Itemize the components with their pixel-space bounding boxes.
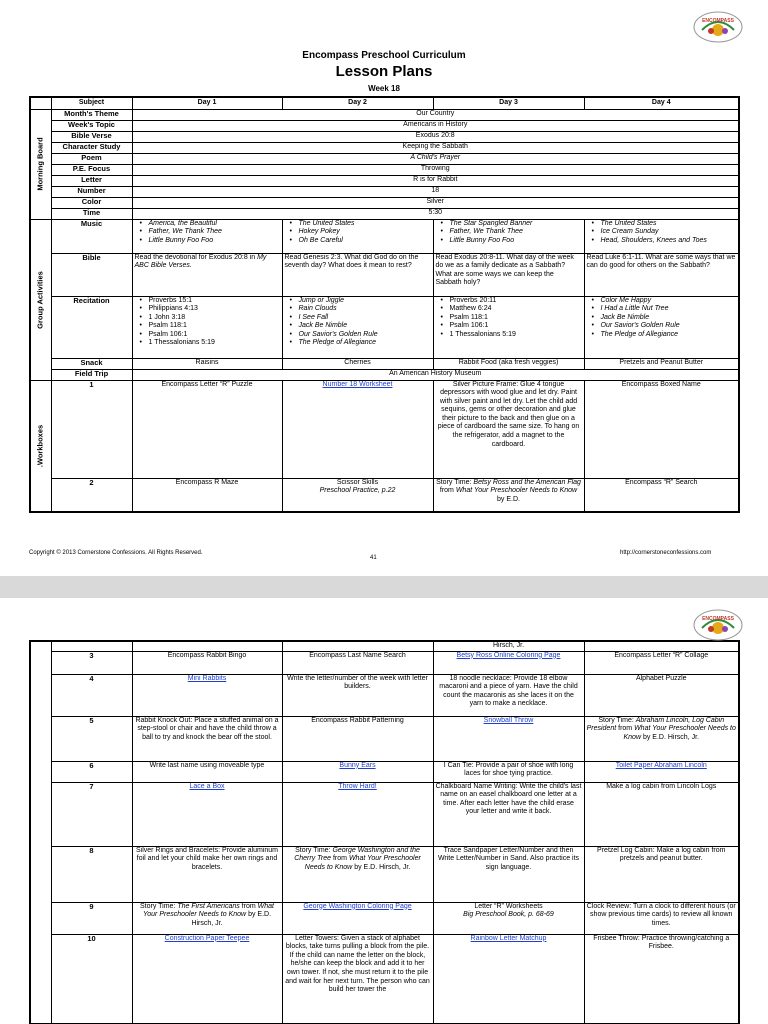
wb3-day-1: Encompass Rabbit Bingo (132, 651, 282, 674)
wb5-day-3 (433, 716, 584, 761)
recitation-day-4 (584, 296, 739, 358)
list-item: • Philippians 4:13 (135, 305, 280, 314)
label-letter: Letter (51, 175, 132, 186)
list-item: • Jack Be Nimble (587, 314, 737, 323)
value-poem: A Child's Prayer (132, 153, 739, 164)
label-music: Music (51, 219, 132, 253)
lesson-plan-table-continued (29, 640, 740, 1024)
label-topic: Week's Topic (51, 120, 132, 131)
section-group-activities: Group Activities (30, 219, 51, 380)
list-item: • Rain Clouds (285, 305, 431, 314)
row-continued (30, 641, 739, 651)
list-item: • Matthew 6:24 (436, 305, 582, 314)
snack-day-3: Rabbit Food (aka fresh veggies) (433, 358, 584, 369)
lace-a-box-link[interactable]: Lace a Box (189, 782, 225, 790)
continued-text: Hirsch, Jr. (433, 641, 584, 651)
row-workbox-8 (30, 846, 739, 902)
section-workboxes: .Workboxes (30, 380, 51, 512)
bunny-ears-link[interactable]: Bunny Ears (339, 761, 376, 769)
col-day-4: Day 4 (584, 97, 739, 109)
row-workbox-9 (30, 902, 739, 934)
label-poem: Poem (51, 153, 132, 164)
empty-cell (51, 641, 132, 651)
row-workbox-10 (30, 934, 739, 1024)
paper-teepee-link[interactable]: Construction Paper Teepee (164, 934, 250, 942)
toilet-paper-lincoln-link[interactable]: Toilet Paper Abraham Lincoln (615, 761, 707, 769)
week-label: Week 18 (368, 84, 400, 93)
workbox-number: 5 (51, 716, 132, 761)
page-title: Lesson Plans (335, 63, 433, 80)
wb10-day-1 (132, 934, 282, 1024)
lesson-plan-table (29, 96, 740, 513)
wb5-day-4: Story Time: Abraham Lincoln, Log Cabin President from What Your Preschooler Needs to Know by E.D. Hirsch, Jr. (584, 716, 739, 761)
list-item: • The Pledge of Allegiance (285, 339, 431, 348)
wb4-day-1 (132, 674, 282, 716)
list-item: • Psalm 106:1 (436, 322, 582, 331)
encompass-logo (692, 10, 744, 44)
betsy-ross-coloring-link[interactable]: Betsy Ross Online Coloring Page (456, 651, 561, 659)
wb7-day-3: Chalkboard Name Writing: Write the child's last name on an easel chalkboard one letter at a time. After each letter have the child erase your letter and write it back. (433, 782, 584, 846)
snack-day-1: Raisins (132, 358, 282, 369)
wb3-day-3 (433, 651, 584, 674)
list-item: • Psalm 118:1 (436, 314, 582, 323)
corner-cell (30, 97, 51, 109)
label-theme: Month's Theme (51, 109, 132, 120)
list-item: • Our Savior's Golden Rule (285, 331, 431, 340)
music-day-2 (282, 219, 433, 253)
value-theme: Our Country (132, 109, 739, 120)
value-color: Silver (132, 197, 739, 208)
recitation-day-1 (132, 296, 282, 358)
wb10-day-3 (433, 934, 584, 1024)
value-topic: Americans in History (132, 120, 739, 131)
wb5-day-1: Rabbit Knock Out: Place a stuffed animal on a step-stool or chair and have the child throw a ball to try and knock the bear off the stool. (132, 716, 282, 761)
workbox-number: 3 (51, 651, 132, 674)
row-theme (30, 109, 739, 120)
workbox-number: 4 (51, 674, 132, 716)
section-workboxes-cont (30, 641, 51, 1024)
value-pe: Throwing (132, 164, 739, 175)
label-number: Number (51, 186, 132, 197)
wb1-day-2 (282, 380, 433, 478)
workbox-number: 2 (51, 478, 132, 512)
label-bible-verse: Bible Verse (51, 131, 132, 142)
label-field-trip: Field Trip (51, 369, 132, 380)
wb3-day-2: Encompass Last Name Search (282, 651, 433, 674)
value-number: 18 (132, 186, 739, 197)
row-letter (30, 175, 739, 186)
row-music (30, 219, 739, 253)
copyright: Copyright © 2013 Cornerstone Confessions. All Rights Reserved. (29, 550, 203, 556)
row-bible (30, 253, 739, 296)
music-day-4 (584, 219, 739, 253)
workbox-number: 10 (51, 934, 132, 1024)
section-morning-board: Morning Board (30, 109, 51, 219)
curriculum-name: Encompass Preschool Curriculum (302, 50, 466, 61)
list-item: • Proverbs 15:1 (135, 297, 280, 306)
bible-day-3: Read Exodus 20:8-11. What day of the week do we as a family dedicate as a Sabbath? What are some ways we can keep the Sabbath holy? (433, 253, 584, 296)
wb4-day-3: 18 noodle necklace: Provide 18 elbow macaroni and a piece of yarn. Have the child count the macaronis as she laces it on the yarn to make a necklace. (433, 674, 584, 716)
wb9-day-2 (282, 902, 433, 934)
music-day-1 (132, 219, 282, 253)
list-item: • America, the Beautiful (135, 220, 280, 229)
list-item: • Head, Shoulders, Knees and Toes (587, 237, 737, 246)
wb8-day-1: Silver Rings and Bracelets: Provide aluminum foil and let your child make her own rings and bracelets. (132, 846, 282, 902)
label-color: Color (51, 197, 132, 208)
throw-hard-link[interactable]: Throw Hard! (338, 782, 377, 790)
wb6-day-3: I Can Tie: Provide a pair of shoe with long laces for shoe tying practice. (433, 761, 584, 782)
col-subject: Subject (51, 97, 132, 109)
bible-day-2: Read Genesis 2:3. What did God do on the seventh day? What does it mean to rest? (282, 253, 433, 296)
row-poem (30, 153, 739, 164)
wb7-day-4: Make a log cabin from Lincoln Logs (584, 782, 739, 846)
list-item: • Psalm 118:1 (135, 322, 280, 331)
wb2-day-3: Story Time: Betsy Ross and the American Flag from What Your Preschooler Needs to Know by E.D. (433, 478, 584, 512)
list-item: • The United States (587, 220, 737, 229)
list-item: • The Star Spangled Banner (436, 220, 582, 229)
recitation-day-3 (433, 296, 584, 358)
workbox-number: 7 (51, 782, 132, 846)
list-item: • 1 John 3:18 (135, 314, 280, 323)
wb6-day-1: Write last name using moveable type (132, 761, 282, 782)
list-item: • Jack Be Nimble (285, 322, 431, 331)
page-two (0, 598, 768, 1024)
wb2-day-2: Scissor Skills Preschool Practice, p.22 (282, 478, 433, 512)
row-pe (30, 164, 739, 175)
snack-day-2: Cherries (282, 358, 433, 369)
list-item: • Oh Be Careful (285, 237, 431, 246)
label-recitation: Recitation (51, 296, 132, 358)
workbox-number: 6 (51, 761, 132, 782)
list-item: • Father, We Thank Thee (135, 228, 280, 237)
row-topic (30, 120, 739, 131)
row-workbox-1 (30, 380, 739, 478)
wb8-day-4: Pretzel Log Cabin: Make a log cabin from pretzels and peanut butter. (584, 846, 739, 902)
encompass-logo (692, 608, 744, 642)
wb1-day-4: Encompass Boxed Name (584, 380, 739, 478)
list-item: • The United States (285, 220, 431, 229)
list-item: • 1 Thessalonians 5:19 (135, 339, 280, 348)
list-item: • Psalm 106:1 (135, 331, 280, 340)
wb8-day-3: Trace Sandpaper Letter/Number and then Write Letter/Number in Sand. Also practice its sign language. (433, 846, 584, 902)
wb4-day-4: Alphabet Puzzle (584, 674, 739, 716)
row-workbox-4 (30, 674, 739, 716)
mini-rabbits-link[interactable]: Mini Rabbits (187, 674, 227, 682)
value-field-trip: An American History Museum (132, 369, 739, 380)
wb3-day-4: Encompass Letter “R” Collage (584, 651, 739, 674)
row-snack (30, 358, 739, 369)
wb10-day-2: Letter Towers: Given a stack of alphabet blocks, take turns pulling a block from the pile. If the child can name the letter on the block, he/she can keep the block and add it to her own tower. If not, she must return it to the pile and wait for her next turn. The person who can build her tower the (282, 934, 433, 1024)
website-url[interactable]: http://cornerstoneconfessions.com (620, 550, 712, 556)
list-item: • Hokey Pokey (285, 228, 431, 237)
list-item: • Father, We Thank Thee (436, 228, 582, 237)
page-separator (0, 576, 768, 598)
label-time: Time (51, 208, 132, 219)
wb9-day-1: Story Time: The First Americans from What Your Preschooler Needs to Know by E.D. Hirsch, Jr. (132, 902, 282, 934)
wb1-day-3: Silver Picture Frame: Glue 4 tongue depressors with wood glue and let dry. Paint with silver paint and let dry. Let the child add sequins, gems or other decoration and glue their picture to the back and then glue on a piece of cardboard the same size. To hang on the refrigerator, add a magnet to the cardboard. (433, 380, 584, 478)
workbox-number: 1 (51, 380, 132, 478)
list-item: • I See Fall (285, 314, 431, 323)
wb2-day-1: Encompass R Maze (132, 478, 282, 512)
list-item: • Ice Cream Sunday (587, 228, 737, 237)
wb6-day-2 (282, 761, 433, 782)
number-18-worksheet-link[interactable]: Number 18 Worksheet (322, 380, 393, 388)
row-workbox-7 (30, 782, 739, 846)
list-item: • I Had a Little Nut Tree (587, 305, 737, 314)
row-color (30, 197, 739, 208)
list-item: • Proverbs 20:11 (436, 297, 582, 306)
list-item: • Little Bunny Foo Foo (436, 237, 582, 246)
row-character (30, 142, 739, 153)
music-day-3 (433, 219, 584, 253)
wb7-day-2 (282, 782, 433, 846)
row-number (30, 186, 739, 197)
bible-day-4: Read Luke 6:1-11. What are some ways that we can do good for others on the Sabbath? (584, 253, 739, 296)
col-day-1: Day 1 (132, 97, 282, 109)
list-item: • Little Bunny Foo Foo (135, 237, 280, 246)
logo-text: ENCOMPASS (702, 18, 734, 24)
row-workbox-6 (30, 761, 739, 782)
wb9-day-3: Letter “R” Worksheets Big Preschool Book, p. 68-69 (433, 902, 584, 934)
col-day-2: Day 2 (282, 97, 433, 109)
label-bible: Bible (51, 253, 132, 296)
row-bible-verse (30, 131, 739, 142)
wb6-day-4 (584, 761, 739, 782)
value-time: 5:30 (132, 208, 739, 219)
bible-day-1: Read the devotional for Exodus 20:8 in My ABC Bible Verses. (132, 253, 282, 296)
wb7-day-1 (132, 782, 282, 846)
value-letter: R is for Rabbit (132, 175, 739, 186)
row-workbox-2 (30, 478, 739, 512)
list-item: • Our Savior's Golden Rule (587, 322, 737, 331)
snowball-throw-link[interactable]: Snowball Throw (483, 716, 534, 724)
empty-cell (132, 641, 282, 651)
washington-coloring-link[interactable]: George Washington Coloring Page (303, 902, 412, 910)
list-item: • Color Me Happy (587, 297, 737, 306)
wb10-day-4: Frisbee Throw: Practice throwing/catching a Frisbee. (584, 934, 739, 1024)
wb4-day-2: Write the letter/number of the week with letter builders. (282, 674, 433, 716)
wb2-day-4: Encompass “R” Search (584, 478, 739, 512)
row-workbox-3 (30, 651, 739, 674)
row-field-trip (30, 369, 739, 380)
list-item: • 1 Thessalonians 5:19 (436, 331, 582, 340)
label-character: Character Study (51, 142, 132, 153)
header-row (30, 97, 739, 109)
logo-text: ENCOMPASS (702, 616, 734, 622)
wb5-day-2: Encompass Rabbit Patterning (282, 716, 433, 761)
empty-cell (584, 641, 739, 651)
workbox-number: 8 (51, 846, 132, 902)
wb1-day-1: Encompass Letter “R” Puzzle (132, 380, 282, 478)
row-workbox-5 (30, 716, 739, 761)
label-snack: Snack (51, 358, 132, 369)
empty-cell (282, 641, 433, 651)
list-item: • Jump or Jiggle (285, 297, 431, 306)
list-item: • The Pledge of Allegiance (587, 331, 737, 340)
workbox-number: 9 (51, 902, 132, 934)
value-bible-verse: Exodus 20:8 (132, 131, 739, 142)
recitation-day-2 (282, 296, 433, 358)
rainbow-letter-link[interactable]: Rainbow Letter Matchup (470, 934, 547, 942)
row-recitation (30, 296, 739, 358)
snack-day-4: Pretzels and Peanut Butter (584, 358, 739, 369)
col-day-3: Day 3 (433, 97, 584, 109)
wb9-day-4: Clock Review: Turn a clock to different hours (or show previous time cards) to review all known times. (584, 902, 739, 934)
value-character: Keeping the Sabbath (132, 142, 739, 153)
page-number: 41 (370, 555, 377, 561)
row-time (30, 208, 739, 219)
wb8-day-2: Story Time: George Washington and the Cherry Tree from What Your Preschooler Needs to Know by E.D. Hirsch, Jr. (282, 846, 433, 902)
label-pe: P.E. Focus (51, 164, 132, 175)
